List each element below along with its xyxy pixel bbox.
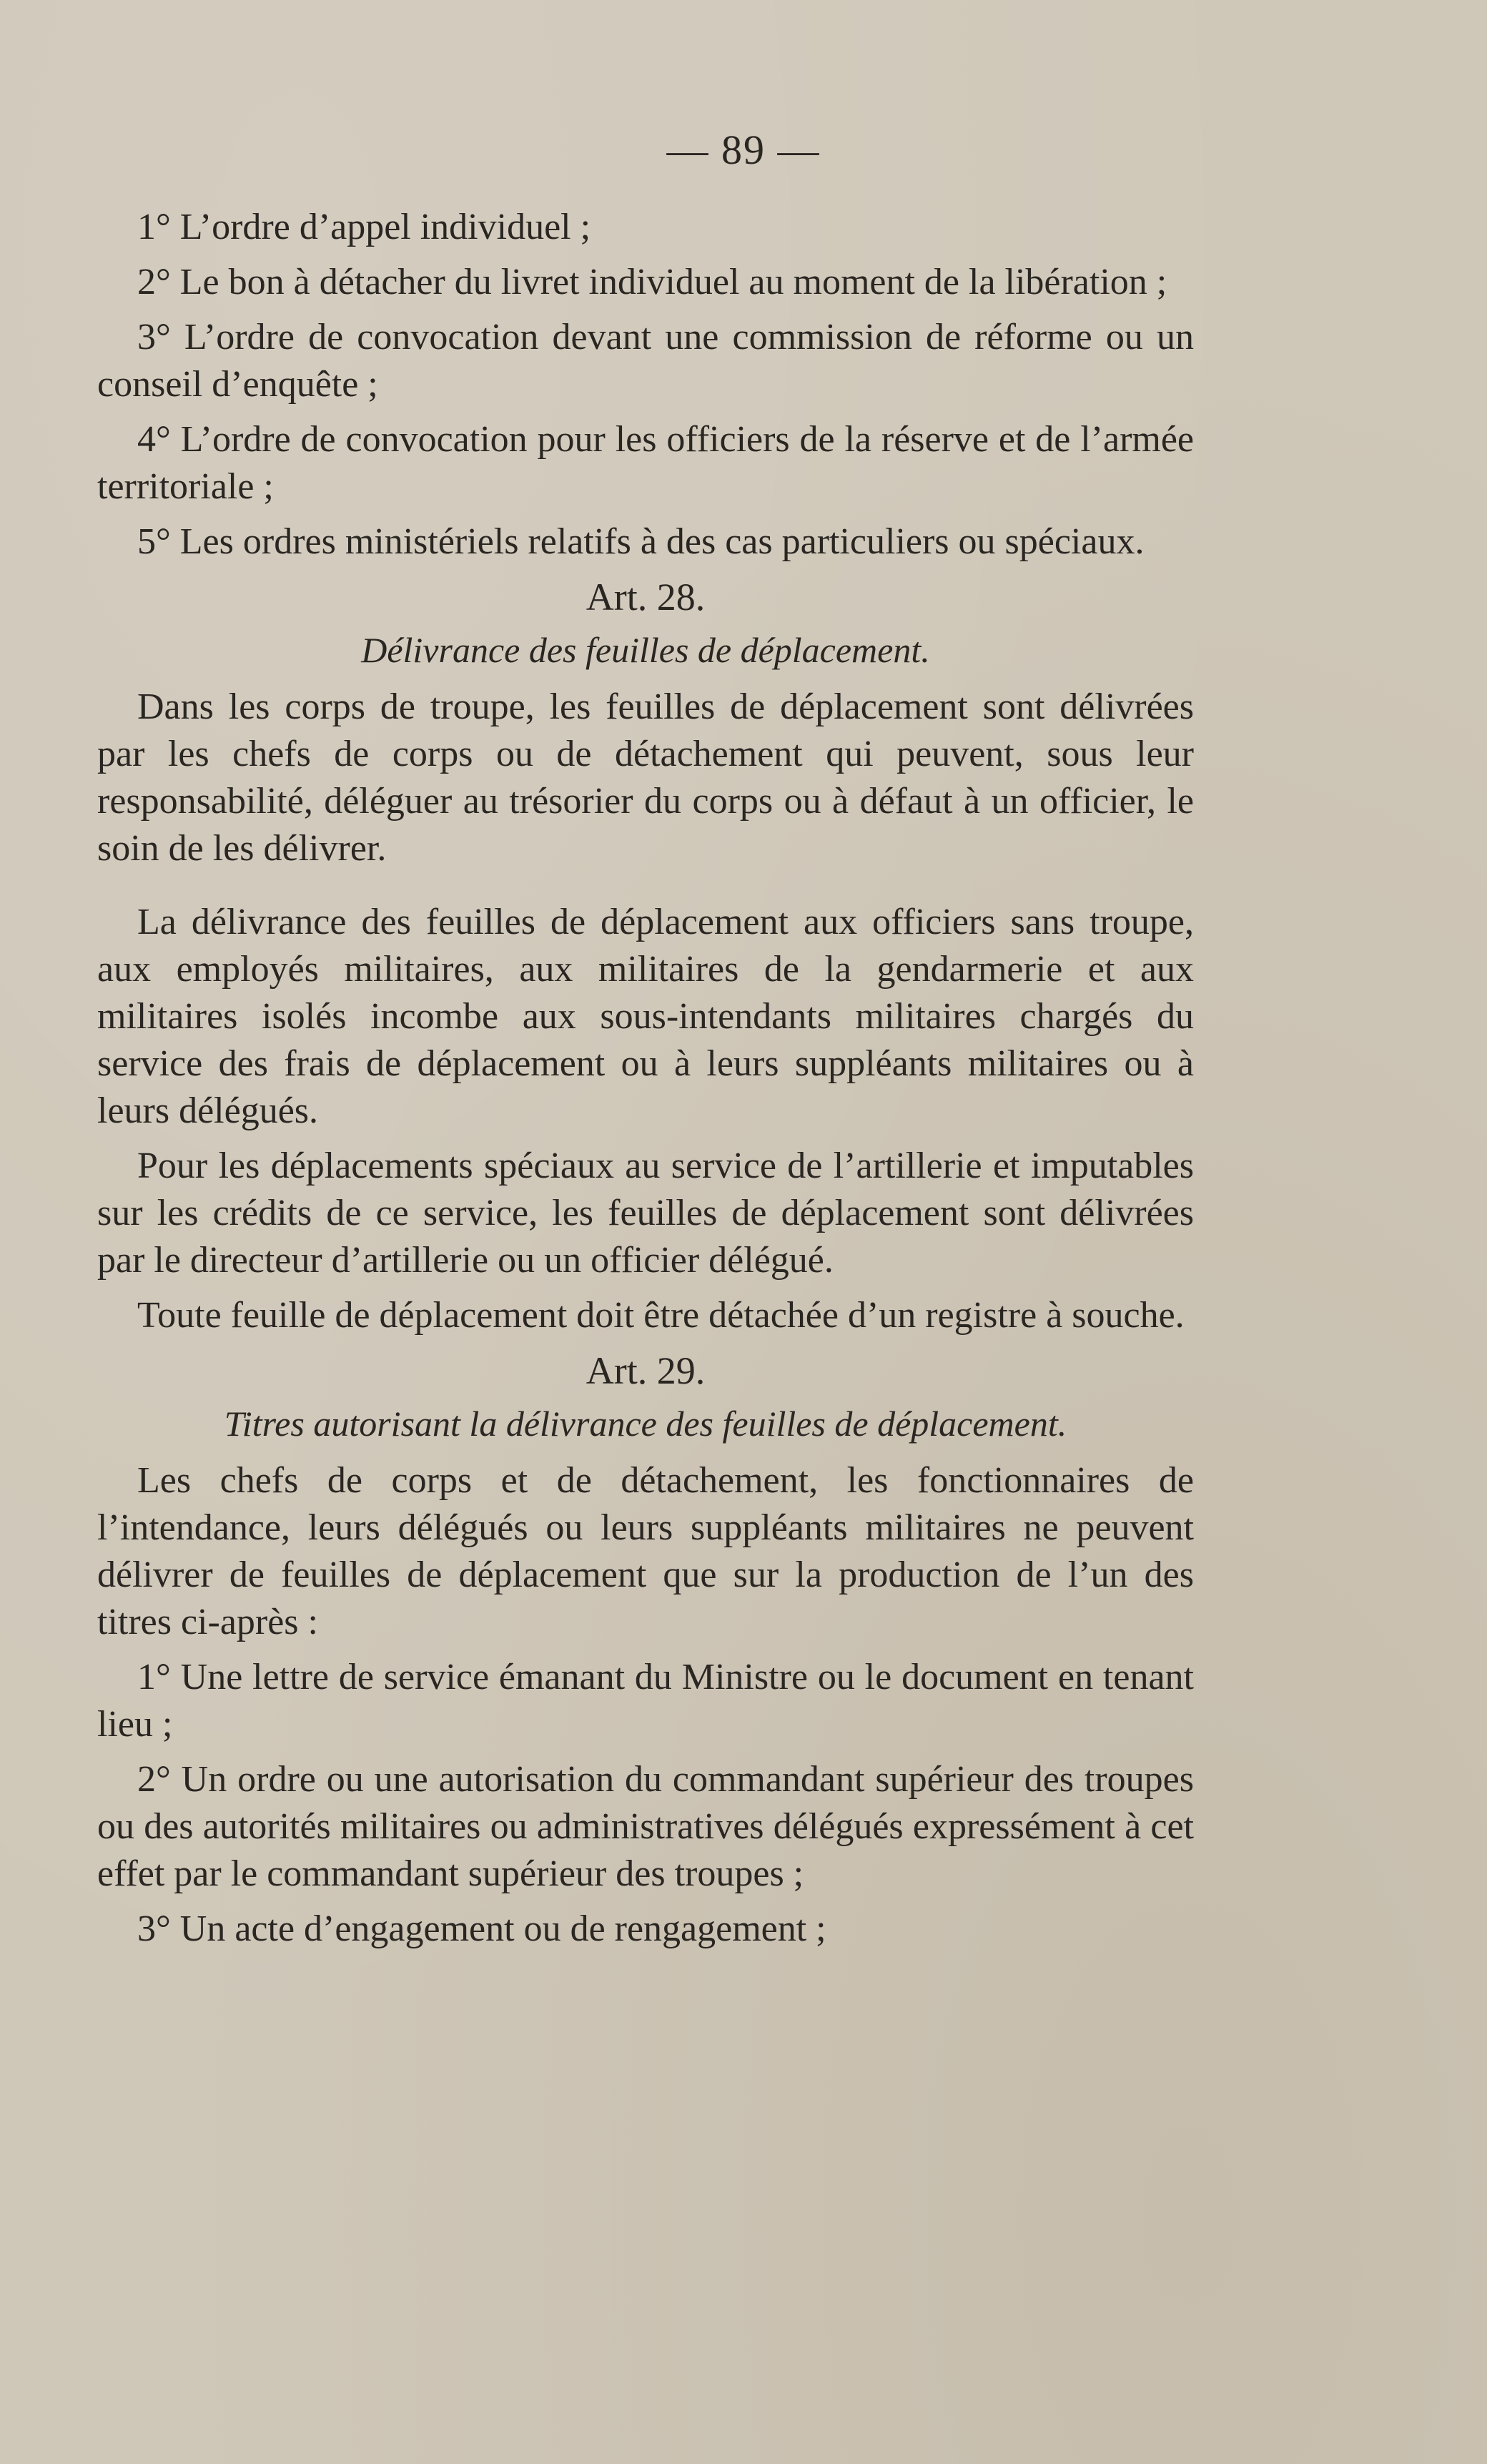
article-29-paragraph-1: Les chefs de corps et de détachement, les fonctionnaires de l’intendance, leurs délégués ou leurs suppléants militaires ne peuvent délivrer de feuilles de déplacement que sur la production de l’un des titres ci-après :	[97, 1460, 1194, 1642]
list-item-5: 5° Les ordres ministériels relatifs à des cas particuliers ou spéciaux.	[137, 521, 1145, 562]
article-28-paragraph-1: Dans les corps de troupe, les feuilles de déplacement sont délivrées par les chefs de corps ou de détachement qui peuvent, sous leur responsabilité, déléguer au trésorier du corps ou à défaut à un officier, le soin de les délivrer.	[97, 686, 1194, 869]
article-28-paragraph-3: Pour les déplacements spéciaux au service de l’artillerie et imputables sur les crédits de ce service, les feuilles de déplacement sont délivrées par le directeur d’artillerie ou un officier délégué.	[97, 1145, 1194, 1281]
article-28-paragraph-4: Toute feuille de déplacement doit être détachée d’un registre à souche.	[137, 1295, 1185, 1336]
article-28-heading: Art. 28.	[586, 576, 706, 619]
article-28-paragraph-2: La délivrance des feuilles de déplacement aux officiers sans troupe, aux employés militaires, aux militaires de la gendarmerie et aux militaires isolés incombe aux sous-intendants militaires chargés du service des frais de déplacement ou à leurs suppléants militaires ou à leurs délégués.	[97, 902, 1194, 1131]
article-29-list-item-1: 1° Une lettre de service émanant du Ministre ou le document en tenant lieu ;	[97, 1657, 1194, 1745]
article-29-list-item-3: 3° Un acte d’engagement ou de rengagement ;	[137, 1908, 826, 1949]
list-item-2: 2° Le bon à détacher du livret individuel au moment de la libération ;	[137, 262, 1167, 302]
list-item-1: 1° L’ordre d’appel individuel ;	[137, 207, 591, 247]
article-29-title: Titres autorisant la délivrance des feuilles de déplacement.	[224, 1404, 1067, 1444]
list-item-3: 3° L’ordre de convocation devant une commission de réforme ou un conseil d’enquête ;	[97, 317, 1194, 405]
paragraph-gap	[97, 880, 1194, 899]
article-29-heading: Art. 29.	[586, 1349, 706, 1392]
article-29-list-item-2: 2° Un ordre ou une autorisation du commandant supérieur des troupes ou des autorités militaires ou administratives délégués expressément à cet effet par le commandant supérieur des troupes ;	[97, 1759, 1194, 1894]
page-body	[97, 204, 1194, 1961]
list-item-4: 4° L’ordre de convocation pour les officiers de la réserve et de l’armée territoriale ;	[97, 419, 1194, 507]
article-28-title: Délivrance des feuilles de déplacement.	[361, 630, 930, 670]
page-number: — 89 —	[666, 127, 821, 173]
